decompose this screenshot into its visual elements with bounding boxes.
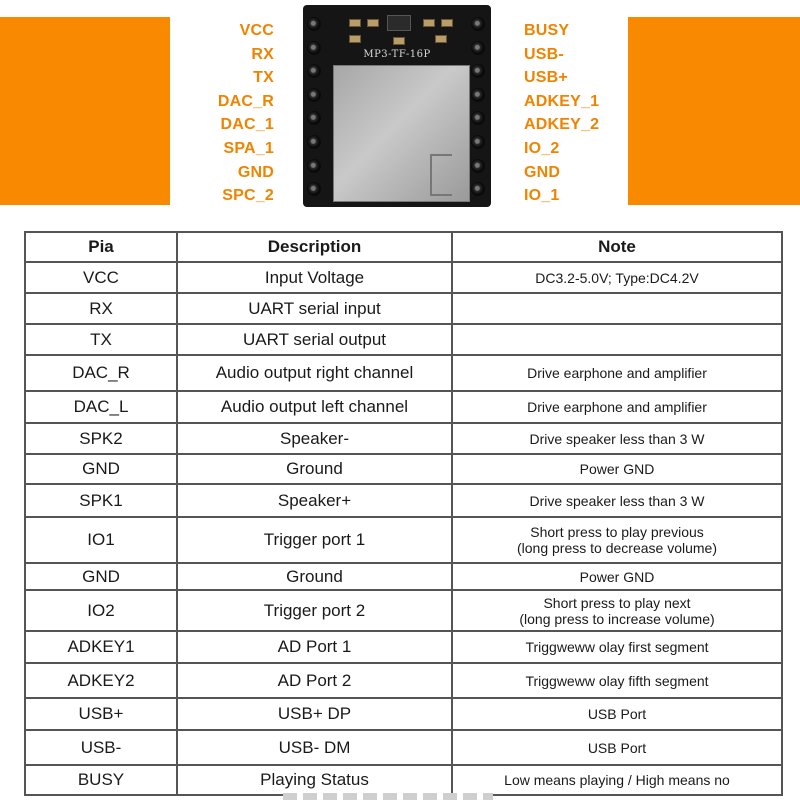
smd-component <box>393 37 405 45</box>
table-row <box>25 698 782 730</box>
right-pin-label: IO_1 <box>524 187 560 205</box>
pin-cell: DAC_R <box>25 355 177 391</box>
pin-cell: RX <box>25 293 177 324</box>
table-row <box>25 484 782 517</box>
pin-cell: GND <box>25 563 177 590</box>
table-row <box>25 324 782 355</box>
description-cell: UART serial output <box>177 324 452 355</box>
description-cell: Ground <box>177 563 452 590</box>
header-pin: Pia <box>25 232 177 262</box>
note-cell <box>452 517 782 563</box>
note-cell: Drive speaker less than 3 W <box>452 423 782 454</box>
module-label: MP3-TF-16P <box>363 49 431 60</box>
table-row <box>25 293 782 324</box>
smd-component <box>349 35 361 43</box>
pin-cell: VCC <box>25 262 177 293</box>
pin-cell: TX <box>25 324 177 355</box>
pin-cell: DAC_L <box>25 391 177 423</box>
note-cell: Power GND <box>452 454 782 484</box>
right-pin-label: ADKEY_1 <box>524 92 600 110</box>
bottom-cutoff-decoration <box>283 793 493 800</box>
right-header-pins <box>471 17 487 206</box>
note-cell <box>452 324 782 355</box>
pin-cell: IO2 <box>25 590 177 631</box>
smd-component <box>435 35 447 43</box>
description-cell: Audio output right channel <box>177 355 452 391</box>
note-cell: Triggweww olay first segment <box>452 631 782 663</box>
note-cell: Power GND <box>452 563 782 590</box>
note-cell: Drive speaker less than 3 W <box>452 484 782 517</box>
chip-component <box>387 15 411 31</box>
table-row <box>25 423 782 454</box>
note-cell: USB Port <box>452 698 782 730</box>
description-cell: Trigger port 2 <box>177 590 452 631</box>
description-cell: USB- DM <box>177 730 452 765</box>
description-cell: Input Voltage <box>177 262 452 293</box>
note-line: (long press to increase volume) <box>519 610 715 627</box>
header-note: Note <box>452 232 782 262</box>
description-cell: USB+ DP <box>177 698 452 730</box>
description-cell: Speaker+ <box>177 484 452 517</box>
left-pin-labels <box>144 19 274 208</box>
note-line: Short press to play next <box>543 594 691 611</box>
table-row <box>25 631 782 663</box>
left-pin-label: SPC_2 <box>222 187 274 205</box>
right-pin-label: IO_2 <box>524 139 560 157</box>
table-row <box>25 517 782 563</box>
right-pin-label: BUSY <box>524 22 570 39</box>
note-cell <box>452 590 782 631</box>
table-row <box>25 391 782 423</box>
table-row <box>25 590 782 631</box>
pin-cell: ADKEY2 <box>25 663 177 698</box>
left-pin-label: DAC_R <box>217 92 274 110</box>
tf-card-slot <box>333 65 470 202</box>
header-description: Description <box>177 232 452 262</box>
left-pin-label: RX <box>251 45 274 63</box>
note-cell: DC3.2-5.0V; Type:DC4.2V <box>452 262 782 293</box>
pin-description-table <box>24 231 783 796</box>
pin-cell: GND <box>25 454 177 484</box>
note-line: (long press to decrease volume) <box>517 540 717 556</box>
table-row <box>25 355 782 391</box>
pin-cell: SPK1 <box>25 484 177 517</box>
note-cell: USB Port <box>452 730 782 765</box>
pin-cell: SPK2 <box>25 423 177 454</box>
smd-component <box>441 19 453 27</box>
pin-cell: IO1 <box>25 517 177 563</box>
left-pin-label: DAC_1 <box>220 116 274 134</box>
smd-component <box>349 19 361 27</box>
table-row <box>25 730 782 765</box>
description-cell: UART serial input <box>177 293 452 324</box>
pin-cell: USB+ <box>25 698 177 730</box>
table-row <box>25 454 782 484</box>
pin-cell: ADKEY1 <box>25 631 177 663</box>
left-header-pins <box>307 17 323 206</box>
table-row <box>25 765 782 795</box>
right-pin-label: ADKEY_2 <box>524 116 600 134</box>
right-pin-label: USB+ <box>524 69 568 87</box>
description-cell: Ground <box>177 454 452 484</box>
smd-component <box>367 19 379 27</box>
note-cell: Drive earphone and amplifier <box>452 391 782 423</box>
left-pin-label: TX <box>253 69 274 87</box>
note-cell <box>452 293 782 324</box>
note-cell: Drive earphone and amplifier <box>452 355 782 391</box>
description-cell: Audio output left channel <box>177 391 452 423</box>
table-header-row <box>25 232 782 262</box>
smd-component <box>423 19 435 27</box>
note-cell: Low means playing / High means no <box>452 765 782 795</box>
right-pin-label: GND <box>524 163 561 181</box>
table-row <box>25 262 782 293</box>
left-pin-label: SPA_1 <box>223 139 274 157</box>
table-row <box>25 663 782 698</box>
right-pin-label: USB- <box>524 45 564 63</box>
table-row <box>25 563 782 590</box>
mp3-module-board <box>303 5 491 207</box>
description-cell: AD Port 2 <box>177 663 452 698</box>
left-pin-label: VCC <box>239 22 274 39</box>
note-line: Short press to play previous <box>530 524 704 540</box>
pin-cell: USB- <box>25 730 177 765</box>
description-cell: Trigger port 1 <box>177 517 452 563</box>
description-cell: Speaker- <box>177 423 452 454</box>
description-cell: AD Port 1 <box>177 631 452 663</box>
description-cell: Playing Status <box>177 765 452 795</box>
left-pin-label: GND <box>237 163 274 181</box>
note-cell: Triggweww olay fifth segment <box>452 663 782 698</box>
right-pin-labels <box>524 19 654 208</box>
pin-cell: BUSY <box>25 765 177 795</box>
